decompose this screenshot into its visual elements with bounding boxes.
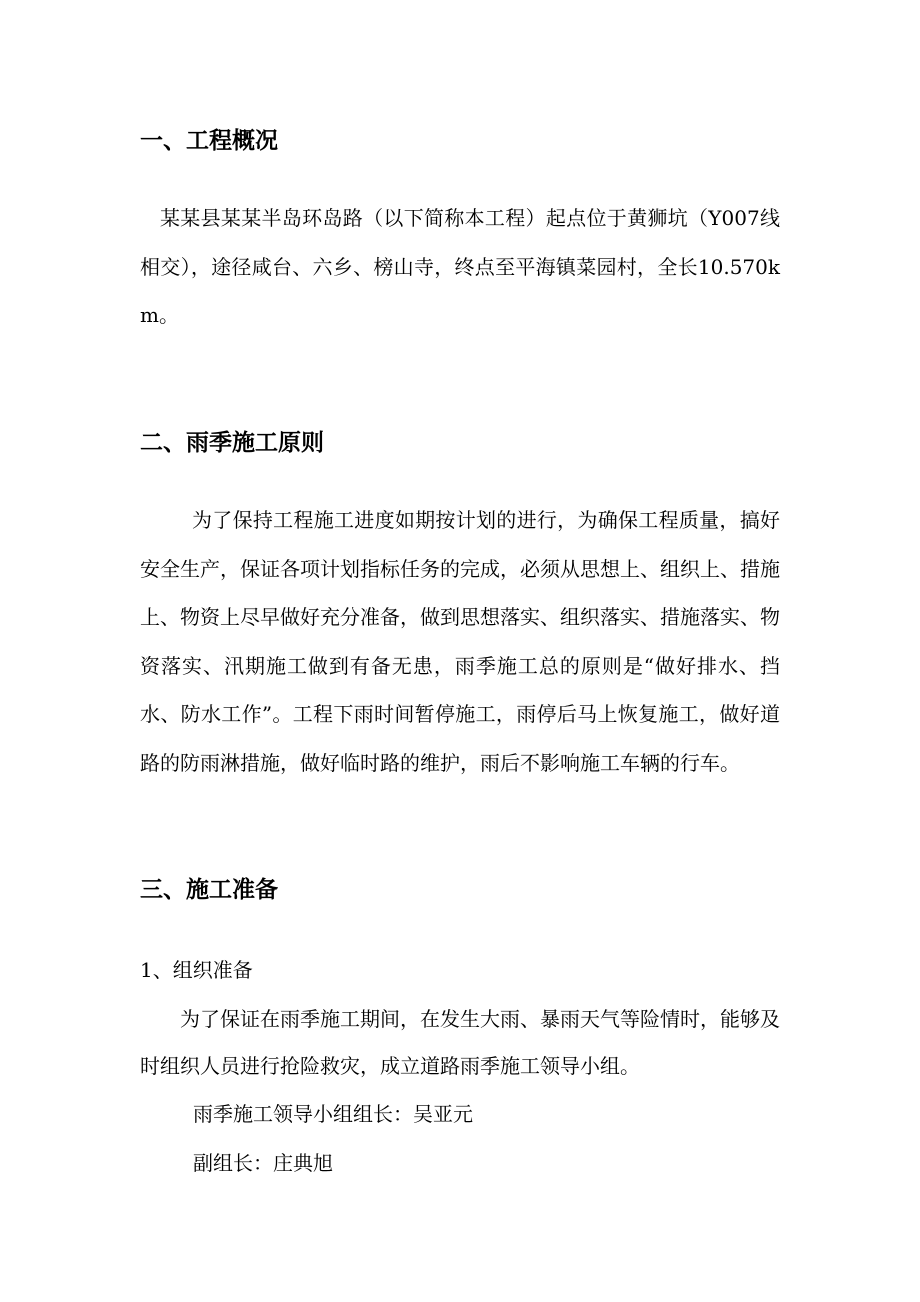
section-heading-overview: 一、工程概况 [140, 127, 278, 154]
section-heading-construction-preparation: 三、施工准备 [140, 876, 278, 903]
organization-paragraph: 为了保证在雨季施工期间，在发生大雨、暴雨天气等险情时，能够及时组织人员进行抢险救灾，成立道路雨季施工领导小组。 [140, 1007, 780, 1078]
subheading-organization-preparation: 1、组织准备 [140, 958, 253, 982]
overview-paragraph: 某某县某某半岛环岛路（以下简称本工程）起点位于黄狮坑（Y007线相交），途径咸台、六乡、榜山寺，终点至平海镇菜园村，全长10.570km。 [140, 206, 780, 327]
section-heading-rainy-season-principles: 二、雨季施工原则 [140, 429, 324, 456]
principles-paragraph: 为了保持工程施工进度如期按计划的进行，为确保工程质量，搞好安全生产，保证各项计划指标任务的完成，必须从思想上、组织上、措施上、物资上尽早做好充分准备，做到思想落实、组织落实、措施落实、物资落实、汛期施工做到有备无患，雨季施工总的原则是“做好排水、挡水、防水工作”。工程下雨时间暂停施工，雨停后马上恢复施工，做好道路的防雨淋措施，做好临时路的维护，雨后不影响施工车辆的行车。 [140, 508, 780, 775]
leader-line: 雨季施工领导小组组长：吴亚元 [193, 1102, 473, 1126]
deputy-leader-line: 副组长：庄典旭 [193, 1151, 333, 1175]
